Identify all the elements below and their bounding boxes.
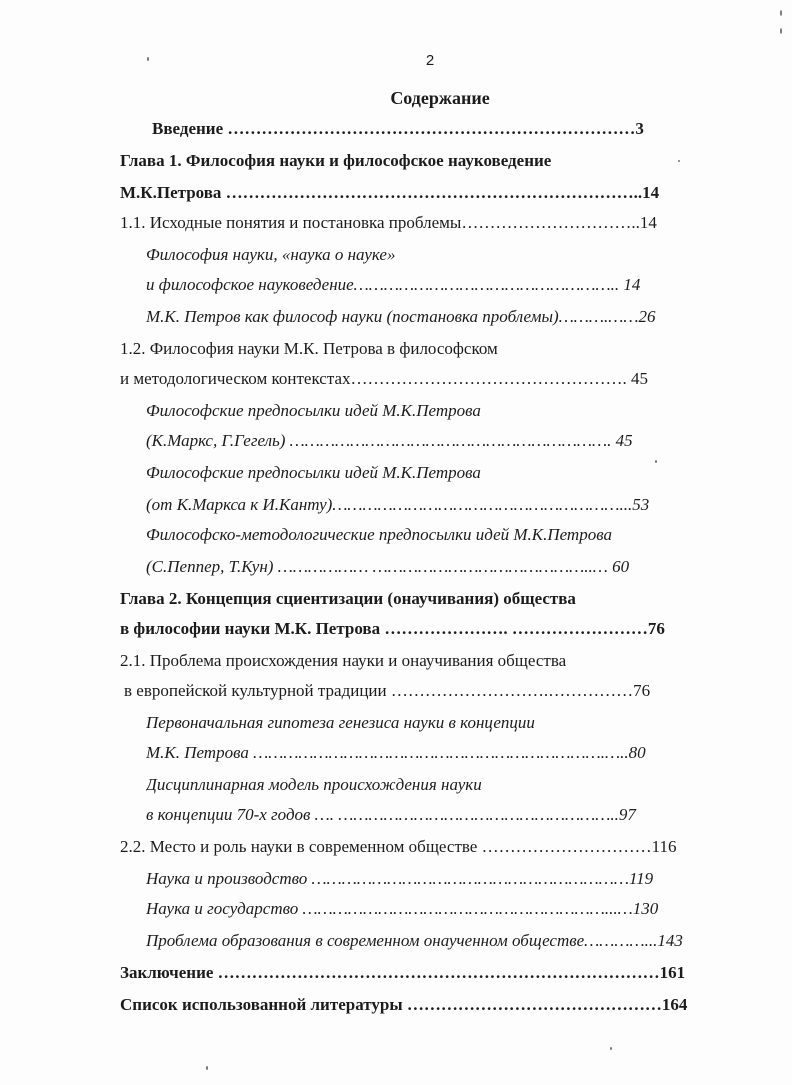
toc-entry-subsection: Наука и государство ……………………………………………………...…130: [146, 899, 659, 918]
scan-speck: [780, 10, 782, 16]
toc-entry-subsection: Первоначальная гипотеза генезиса науки в концепции: [146, 713, 535, 732]
toc-entry-section-1-2: 1.2. Философия науки М.К. Петрова в философском: [120, 339, 498, 358]
toc-entry-subsection: М.К. Петров как философ науки (постановка проблемы)……….……26: [146, 307, 656, 326]
toc-entry-subsection-cont: (С.Пеппер, Т.Кун) ……………… ……………………………………..… 60: [146, 557, 630, 576]
toc-entry-chapter-1: Глава 1. Философия науки и философское науковедение: [120, 151, 552, 170]
toc-entry-bibliography: Список использованной литературы ………………………………………164: [120, 995, 688, 1014]
toc-heading: Содержание: [390, 88, 490, 108]
toc-entry-section-2-2: 2.2. Место и роль науки в современном обществе …………………………116: [120, 837, 677, 856]
toc-entry-chapter-2-cont: в философии науки М.К. Петрова …………………. ……………………76: [120, 619, 665, 638]
toc-entry-subsection: Философия науки, «наука о науке»: [146, 245, 396, 264]
scan-speck: [780, 28, 782, 34]
toc-entry-section-1-2-cont: и методологическом контекстах…………………………………………. 45: [120, 369, 649, 388]
toc-entry-conclusion: Заключение ……………………………………………………………………161: [120, 963, 686, 982]
scan-speck: [147, 57, 149, 61]
toc-entry-subsection: Дисциплинарная модель происхождения науки: [146, 775, 482, 794]
toc-entry-subsection-cont: и философское науковедение…………………………………………….. 14: [146, 275, 641, 294]
toc-entry-subsection-cont: М.К. Петрова …………………………………………………………….…..80: [146, 743, 646, 762]
toc-entry-subsection-cont: (от К.Маркса к И.Канту)…………………………………………………...53: [146, 495, 650, 514]
toc-entry-section-1-1: 1.1. Исходные понятия и постановка проблемы…………………………..14: [120, 213, 657, 232]
page-number: 2: [425, 52, 435, 69]
toc-entry-chapter-1-cont: М.К.Петрова ………………………………………………………………..14: [120, 183, 660, 202]
toc-entry-chapter-2: Глава 2. Концепция сциентизации (онаучивания) общества: [120, 589, 576, 608]
toc-entry-subsection-cont: в концепции 70-х годов …. ………………………………………………..97: [146, 805, 636, 824]
toc-entry-section-2-1-cont: в европейской культурной традиции ……………………….……………76: [124, 681, 651, 700]
toc-entry-subsection: Проблема образования в современном онаученном обществе…………...143: [146, 931, 683, 950]
toc-entry-subsection: Философско-методологические предпосылки идей М.К.Петрова: [146, 525, 612, 544]
scan-speck: [678, 160, 680, 162]
toc-entry-intro: Введение ………………………………………………………………3: [152, 119, 644, 138]
toc-entry-subsection: Философские предпосылки идей М.К.Петрова: [146, 463, 481, 482]
scan-speck: [655, 460, 657, 463]
scan-speck: [206, 1066, 208, 1070]
toc-entry-section-2-1: 2.1. Проблема происхождения науки и онаучивания общества: [120, 651, 567, 670]
toc-entry-subsection: Наука и производство ………………………………………………………119: [146, 869, 654, 888]
toc-entry-subsection: Философские предпосылки идей М.К.Петрова: [146, 401, 481, 420]
toc-entry-subsection-cont: (К.Маркс, Г.Гегель) ………………………………………………………. 45: [146, 431, 633, 450]
scan-speck: [610, 1047, 612, 1050]
